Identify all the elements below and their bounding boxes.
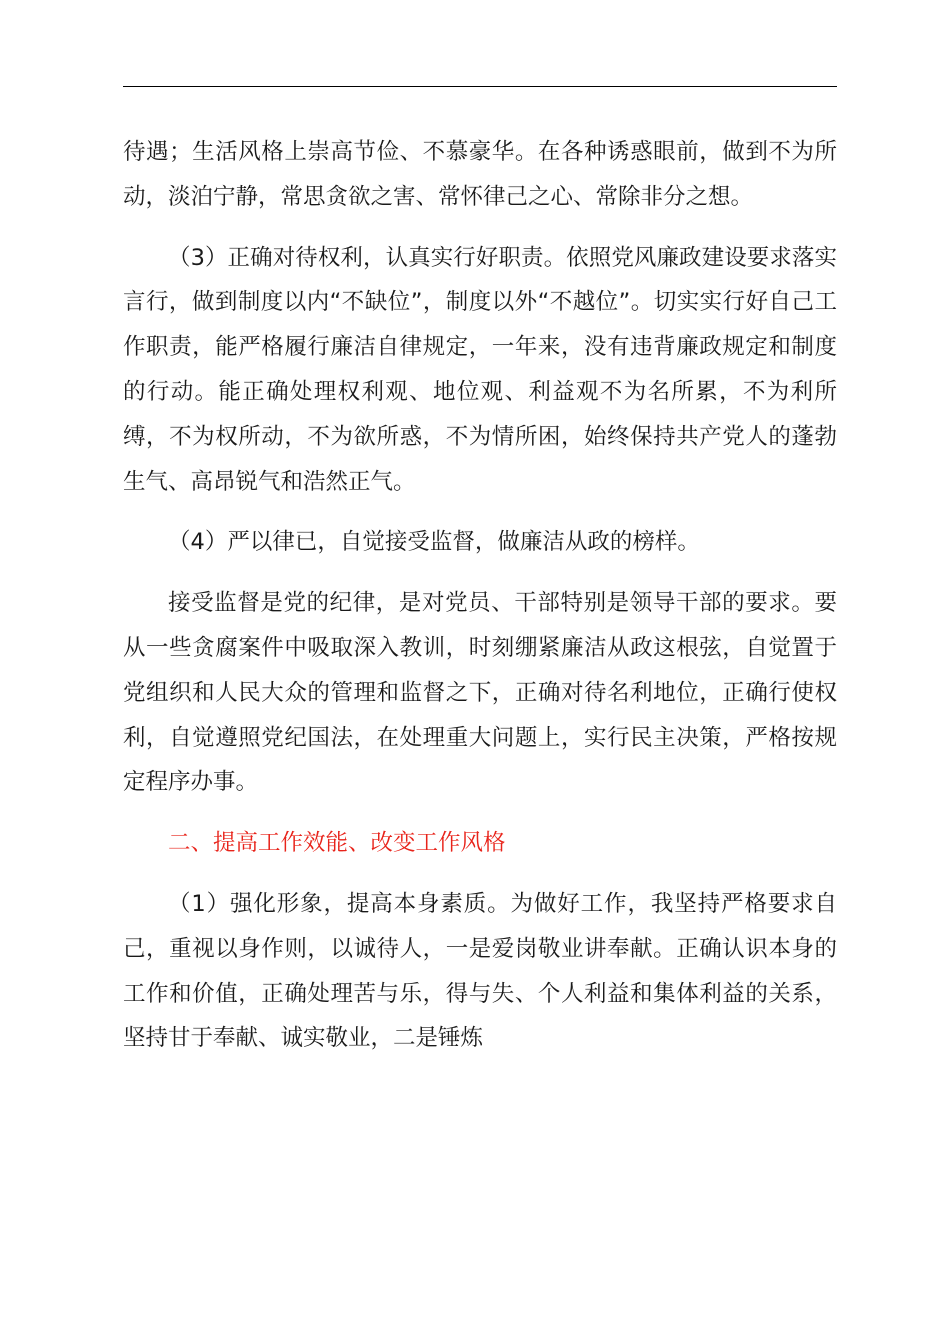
- document-body: [123, 130, 837, 1061]
- paragraph-gap: [123, 805, 837, 821]
- paragraph-gap: [123, 504, 837, 520]
- paragraph-item-4: （4）严以律已，自觉接受监督，做廉洁从政的榜样。: [168, 529, 700, 556]
- paragraph-supervision: 接受监督是党的纪律，是对党员、干部特别是领导干部的要求。要从一些贪腐案件中吸取深入教训，时刻绷紧廉洁从政这根弦，自觉置于党组织和人民大众的管理和监督之下，正确对待名利地位，正确行使权利，自觉遵照党纪国法，在处理重大问题上，实行民主决策，严格按规定程序办事。: [123, 590, 837, 796]
- paragraph-item-1: （1）强化形象，提高本身素质。为做好工作，我坚持严格要求自己，重视以身作则，以诚待人，一是爱岗敬业讲奉献。正确认识本身的工作和价值，正确处理苦与乐，得与失、个人利益和集体利益的关系，坚持甘于奉献、诚实敬业，二是锤炼: [123, 890, 837, 1052]
- paragraph-gap: [123, 565, 837, 581]
- paragraph-item-3: （3）正确对待权利，认真实行好职责。依照党风廉政建设要求落实言行，做到制度以内“不缺位”，制度以外“不越位”。切实实行好自己工作职责，能严格履行廉洁自律规定，一年来，没有违背廉政规定和制度的行动。能正确处理权利观、地位观、利益观不为名所累，不为利所缚，不为权所动，不为欲所惑，不为情所困，始终保持共产党人的蓬勃生气、高昂锐气和浩然正气。: [123, 244, 837, 495]
- paragraph-continued: 待遇；生活风格上崇高节俭、不慕豪华。在各种诱惑眼前，做到不为所动，淡泊宁静，常思贪欲之害、常怀律己之心、常除非分之想。: [123, 139, 837, 210]
- paragraph-gap: [123, 220, 837, 236]
- paragraph-gap: [123, 866, 837, 882]
- header-rule: [123, 86, 837, 87]
- section-heading: 二、提高工作效能、改变工作风格: [168, 830, 506, 857]
